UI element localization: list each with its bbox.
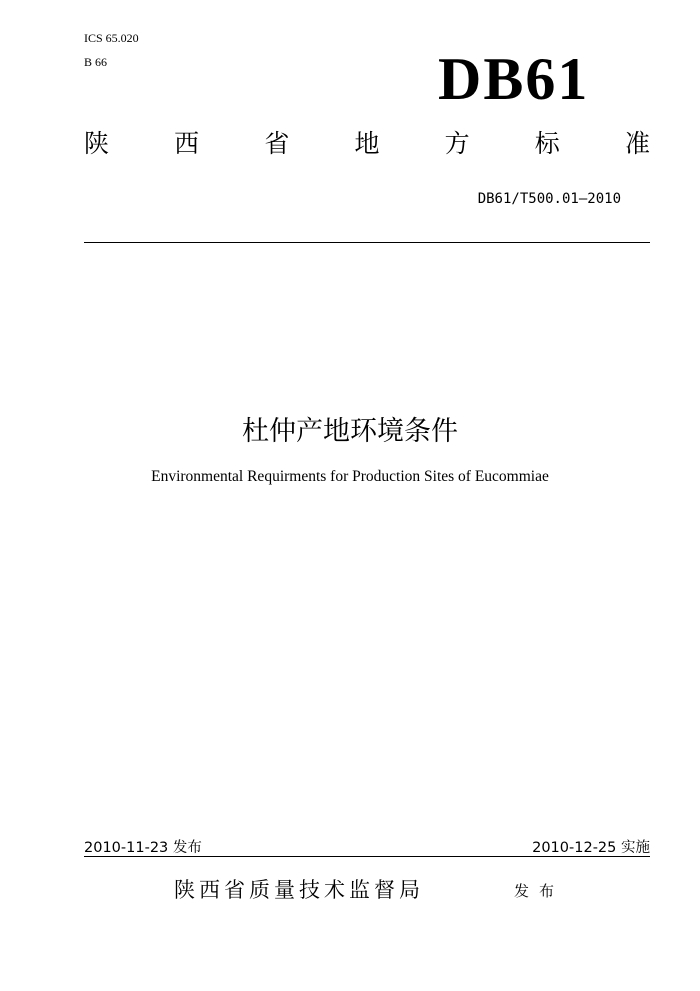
document-title-english: Environmental Requirments for Production Sites of Eucommiae	[151, 468, 549, 485]
standard-code-logo: DB61	[438, 46, 590, 112]
standard-type-heading	[84, 126, 650, 162]
issue-date: 2010-11-23 发布	[84, 840, 202, 856]
standard-type-char: 省	[264, 129, 290, 158]
standard-type-char: 准	[624, 129, 650, 158]
standard-type-char: 方	[444, 129, 470, 158]
standard-type-char: 西	[174, 129, 200, 158]
footer-divider	[84, 856, 650, 857]
ics-code: ICS 65.020	[84, 31, 139, 45]
implementation-date: 2010-12-25 实施	[532, 840, 650, 856]
classification-code: B 66	[84, 55, 108, 69]
issuing-authority: 陕西省质量技术监督局	[174, 878, 424, 902]
standard-type-char: 地	[354, 129, 380, 158]
issuing-action: 发布	[514, 882, 565, 900]
standard-type-char: 标	[534, 129, 560, 158]
standard-number: DB61/T500.01—2010	[477, 191, 621, 207]
document-title-chinese: 杜仲产地环境条件	[242, 416, 458, 447]
standard-type-char: 陕	[84, 129, 110, 158]
header-divider	[84, 242, 650, 243]
